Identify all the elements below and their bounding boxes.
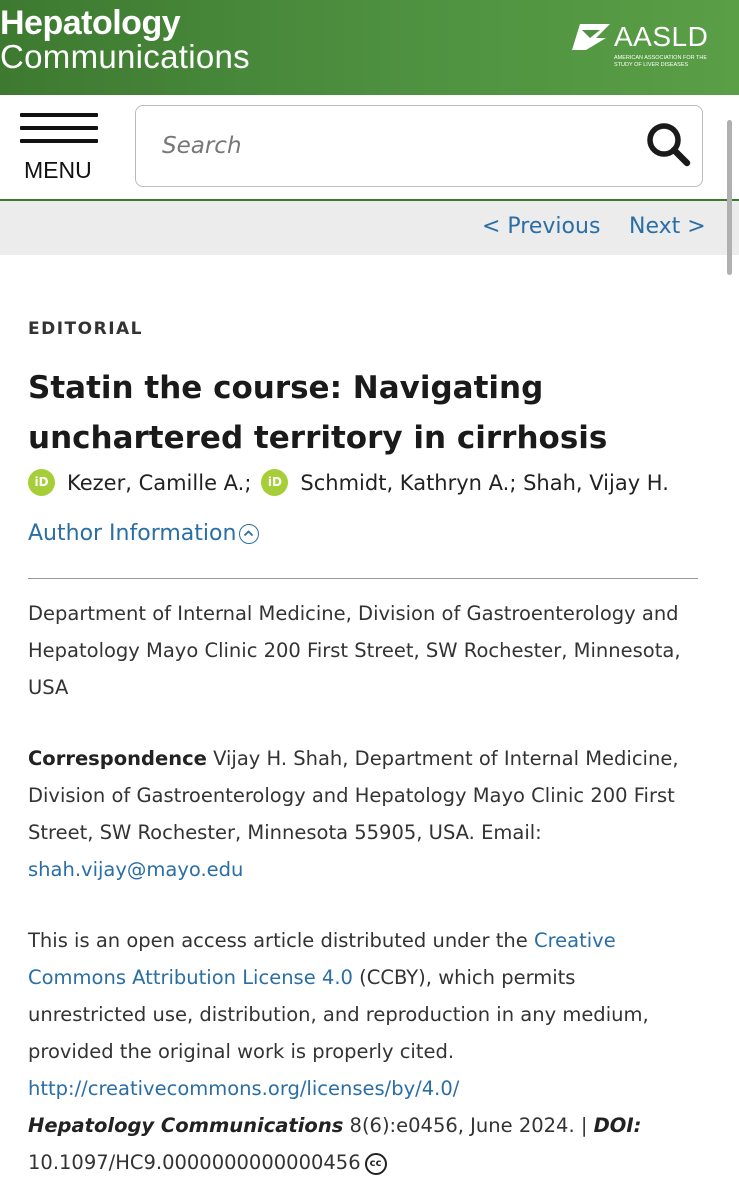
hamburger-icon-line — [20, 126, 98, 130]
citation-details: 8(6):e0456, June 2024. — [349, 1114, 575, 1137]
author-name[interactable]: Schmidt, Kathryn A.; Shah, Vijay H. — [300, 470, 669, 495]
license-statement — [28, 922, 698, 1181]
chevron-up-icon — [239, 524, 259, 544]
nav-bar — [0, 95, 739, 201]
orcid-icon[interactable]: iD — [28, 469, 55, 496]
license-prefix: This is an open access article distributed under the — [28, 929, 528, 952]
aasld-logo[interactable] — [570, 18, 720, 78]
journal-logo[interactable] — [0, 6, 250, 74]
doi-label: DOI: — [593, 1114, 642, 1137]
aasld-name: AASLD — [614, 21, 709, 52]
aasld-subtitle: AMERICAN ASSOCIATION FOR THE STUDY OF LIVER DISEASES — [614, 55, 708, 68]
correspondence-label: Correspondence — [28, 747, 207, 770]
menu-button[interactable] — [20, 113, 100, 185]
correspondence — [28, 740, 698, 888]
citation-separator: | — [580, 1114, 588, 1137]
search-icon[interactable] — [644, 120, 694, 170]
aasld-mark-icon — [570, 20, 612, 52]
next-link[interactable]: Next > — [629, 214, 706, 239]
scrollbar-thumb[interactable] — [727, 120, 732, 275]
correspondence-text: Vijay H. Shah, Department of Internal Medicine, Division of Gastroenterology and Hepatology Mayo Clinic 200 First Street, SW Rochester, Minnesota 55905, USA. Email: — [28, 747, 679, 844]
search-input[interactable] — [160, 126, 604, 166]
license-url-link[interactable]: http://creativecommons.org/licenses/by/4.0/ — [28, 1077, 460, 1100]
cc-license-icon[interactable]: cc — [365, 1153, 387, 1175]
article-title: Statin the course: Navigating unchartered territory in cirrhosis — [28, 370, 608, 456]
journal-name-line2: Communications — [0, 38, 250, 75]
email-link[interactable]: shah.vijay@mayo.edu — [28, 858, 244, 881]
doi-value: 10.1097/HC9.0000000000000456 — [28, 1151, 361, 1174]
author-list — [28, 469, 669, 496]
author-information-toggle[interactable] — [28, 521, 259, 546]
journal-name-line1: Hepatology — [0, 4, 181, 42]
menu-label: MENU — [24, 157, 92, 183]
author-information-label: Author Information — [28, 521, 237, 546]
affiliation: Department of Internal Medicine, Division of Gastroenterology and Hepatology Mayo Clinic 200 First Street, SW Rochester, Minnesota, USA — [28, 602, 681, 699]
author-name[interactable]: Kezer, Camille A.; — [67, 470, 252, 495]
citation-journal: Hepatology Communications — [28, 1114, 344, 1137]
hamburger-icon-line — [20, 139, 98, 143]
journal-header — [0, 0, 739, 95]
article-section: EDITORIAL — [28, 319, 144, 339]
search-box — [135, 105, 703, 187]
license-link[interactable]: Creative Commons Attribution License 4.0 — [28, 929, 616, 989]
divider — [28, 578, 698, 579]
orcid-icon[interactable]: iD — [261, 469, 288, 496]
hamburger-icon-line — [20, 113, 98, 117]
license-suffix: (CCBY), which permits unrestricted use, distribution, and reproduction in any medium, provided the original work is properly cited. — [28, 966, 649, 1063]
previous-link[interactable]: < Previous — [482, 214, 601, 239]
article-pager — [0, 201, 739, 255]
